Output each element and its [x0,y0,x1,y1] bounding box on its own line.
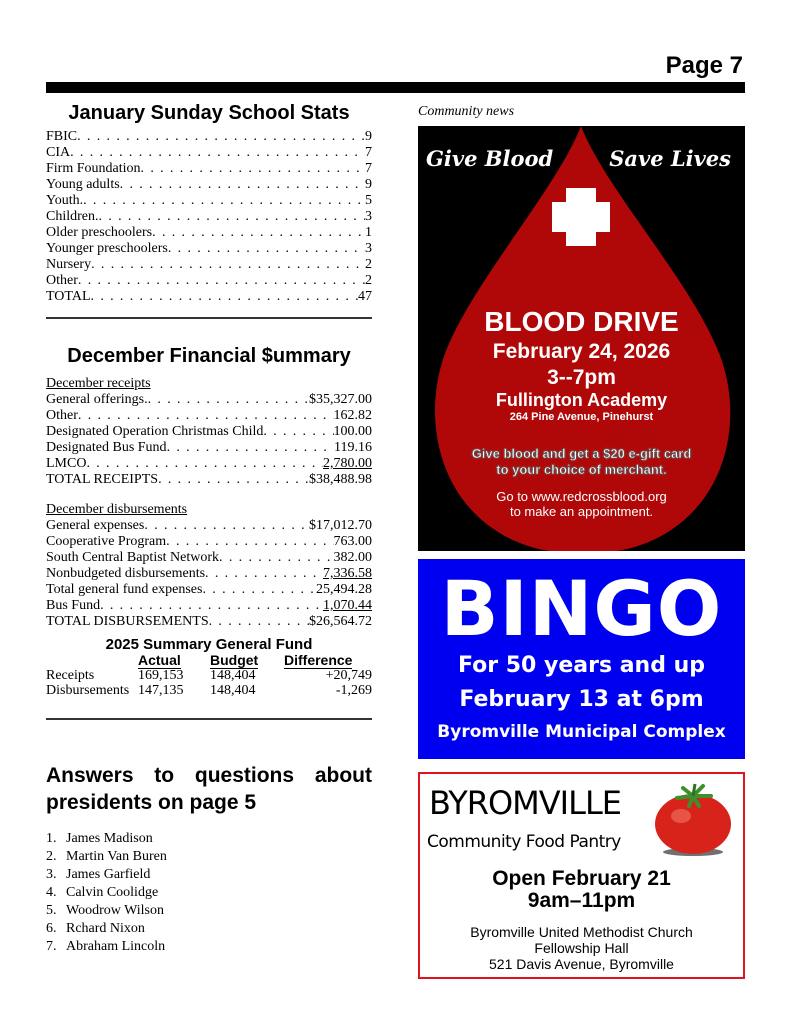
item-label: Youth. [46,193,84,208]
list-item [46,614,372,630]
item-label: Children. [46,209,99,224]
dot-leader [91,289,358,305]
item-value: 2,780.00 [323,456,372,471]
list-item [46,830,372,848]
dot-leader [209,614,309,630]
item-value: $35,327.00 [309,392,372,407]
list-item [46,193,372,209]
dot-leader [78,408,334,424]
list-item [46,920,372,938]
page-number: Page 7 [665,52,743,79]
list-item [46,273,372,289]
community-news-label: Community news [418,104,515,119]
pantry-location [420,924,743,972]
save-lives-tagline: Save Lives [609,146,731,171]
list-item [46,129,372,145]
blood-drop-icon [418,126,745,551]
item-value: $17,012.70 [309,518,372,533]
blood-drive-venue: Fullington Academy [495,390,668,410]
list-item [46,902,372,920]
pantry-location-line-1: Byromville United Methodist Church [470,924,693,940]
item-value: $26,564.72 [309,614,372,629]
item-label: Designated Bus Fund [46,440,167,455]
dot-leader [205,566,323,582]
item-label: Total general fund expenses [46,582,203,597]
pantry-location-line-2: Fellowship Hall [534,940,629,956]
pantry-location-line-3: 521 Davis Avenue, Byromville [489,956,674,972]
bingo-age: For 50 years and up [457,653,706,678]
list-item [46,472,372,488]
bingo-title: BINGO [440,564,723,653]
item-label: Designated Operation Christmas Child [46,424,264,439]
dot-leader [263,424,333,440]
col-budget: Budget [210,652,259,668]
list-item [46,424,372,440]
sunday-school-title: January Sunday School Stats [68,102,350,124]
dot-leader [91,257,365,273]
item-number: 6. [46,921,57,936]
item-label: Other [46,273,78,288]
list-item [46,161,372,177]
section-divider [46,718,372,720]
financial-summary [46,345,372,630]
pantry-subtitle: Community Food Pantry [427,832,621,852]
col-difference: Difference [284,652,353,668]
item-number: 7. [46,939,57,954]
actual-value: 147,135 [138,683,184,698]
list-item [46,225,372,241]
item-label: Bus Fund [46,598,101,613]
appointment-line-2: to make an appointment. [509,504,654,519]
item-value: 9 [365,129,372,144]
appointment-line-1: Go to www.redcrossblood.org [496,489,667,504]
item-value: 382.00 [333,550,372,565]
sunday-school-stats [46,102,372,319]
item-label: Firm Foundation [46,161,141,176]
list-item [46,848,372,866]
item-value: 9 [365,177,372,192]
list-item [46,408,372,424]
dot-leader [152,225,365,241]
dot-leader [219,550,333,566]
header-rule [46,82,745,93]
item-name: Calvin Coolidge [66,885,159,900]
blood-drive-time: 3--7pm [547,366,616,389]
list-item [46,518,372,534]
left-column [46,100,372,956]
summary-header-row [46,653,372,668]
list-item [46,550,372,566]
list-item [46,938,372,956]
difference-value: +20,749 [325,668,372,683]
table-row [46,668,372,683]
list-item [46,209,372,225]
item-label: FBIC [46,129,78,144]
dot-leader [148,392,309,408]
gift-line-1: Give blood and get a $20 e-gift card [471,446,692,461]
item-label: Other [46,408,78,423]
bingo-poster [418,559,745,759]
answers-title: Answers to questions about presidents on page 5 [46,764,372,814]
item-value: 162.82 [333,408,372,423]
item-name: James Garfield [66,867,151,882]
item-label: TOTAL DISBURSEMENTS [46,614,209,629]
actual-value: 169,153 [138,668,184,683]
list-item [46,241,372,257]
item-label: General expenses [46,518,145,533]
table-row [46,683,372,698]
dot-leader [78,273,365,289]
item-name: James Madison [66,831,153,846]
dot-leader [144,518,309,534]
list-item [46,440,372,456]
list-item [46,257,372,273]
item-name: Woodrow Wilson [66,903,164,918]
list-item [46,566,372,582]
item-label: CIA [46,145,71,160]
blood-drive-title: BLOOD DRIVE [484,306,679,337]
item-number: 2. [46,849,57,864]
item-number: 3. [46,867,57,882]
gift-card-offer [418,446,745,478]
item-value: 100.00 [333,424,372,439]
receipts-heading: December receipts [46,376,151,391]
dot-leader [202,582,316,598]
list-item [46,145,372,161]
tomato-icon [653,782,733,858]
row-label: Receipts [46,668,95,683]
list-item [46,289,372,305]
item-label: Young adults [46,177,120,192]
item-label: TOTAL RECEIPTS [46,472,159,487]
answers-list [46,830,372,956]
disbursements-heading: December disbursements [46,502,188,517]
budget-value: 148,404 [210,683,256,698]
item-value: 3 [365,241,372,256]
bingo-location: Byromville Municipal Complex [437,722,726,742]
pantry-open-date: Open February 21 [492,867,671,890]
list-item [46,866,372,884]
disbursements-list [46,518,372,630]
dot-leader [83,193,365,209]
item-label: General offerings. [46,392,148,407]
budget-value: 148,404 [210,668,256,683]
section-divider [46,317,372,319]
bingo-date: February 13 at 6pm [459,687,704,712]
summary-title: 2025 Summary General Fund [105,636,313,653]
dot-leader [167,440,334,456]
item-value: 1,070.44 [323,598,372,613]
item-name: Rchard Nixon [66,921,145,936]
blood-drive-address: 264 Pine Avenue, Pinehurst [509,411,654,423]
gift-line-2: to your choice of merchant. [496,462,667,477]
item-value: 119.16 [334,440,372,455]
receipts-list [46,392,372,488]
item-number: 4. [46,885,57,900]
pantry-open-hours [420,868,743,912]
difference-value: -1,269 [335,683,372,698]
list-item [46,598,372,614]
financial-title: December Financial $ummary [67,345,351,367]
item-number: 5. [46,903,57,918]
item-label: TOTAL [46,289,91,304]
dot-leader [158,472,309,488]
list-item [46,392,372,408]
dot-leader [77,129,365,145]
president-answers [46,762,372,956]
dot-leader [86,456,323,472]
give-blood-tagline: Give Blood [426,146,554,171]
list-item [46,884,372,902]
item-value: 5 [365,193,372,208]
item-value: 7 [365,161,372,176]
item-label: Nonbudgeted disbursements [46,566,206,581]
sunday-school-list [46,129,372,305]
item-label: LMCO [46,456,87,471]
summary-2025 [46,636,372,720]
list-item [46,177,372,193]
col-actual: Actual [138,652,181,668]
pantry-open-time: 9am–11pm [527,889,636,912]
item-value: 1 [365,225,372,240]
item-label: Nursery [46,257,92,272]
right-column [418,100,745,979]
item-value: 2 [365,273,372,288]
dot-leader [168,241,365,257]
row-label: Disbursements [46,683,130,698]
item-value: $38,488.98 [309,472,372,487]
list-item [46,456,372,472]
item-label: South Central Baptist Network [46,550,220,565]
item-value: 763.00 [333,534,372,549]
item-label: Older preschoolers [46,225,153,240]
dot-leader [100,598,323,614]
blood-drive-date: February 24, 2026 [492,340,671,363]
item-name: Abraham Lincoln [66,939,166,954]
item-value: 47 [358,289,372,304]
list-item [46,534,372,550]
item-number: 1. [46,831,57,846]
pantry-title: BYROMVILLE [429,784,621,822]
blood-drive-poster [418,126,745,551]
appointment-info [418,489,745,519]
dot-leader [70,145,365,161]
summary-table [46,653,372,698]
food-pantry-poster [418,772,745,979]
item-label: Cooperative Program [46,534,167,549]
list-item [46,582,372,598]
dot-leader [141,161,365,177]
item-value: 7,336.58 [323,566,372,581]
dot-leader [120,177,365,193]
item-value: 25,494.28 [316,582,372,597]
dot-leader [166,534,333,550]
item-label: Younger preschoolers [46,241,168,256]
dot-leader [99,209,366,225]
item-value: 3 [365,209,372,224]
item-value: 7 [365,145,372,160]
item-value: 2 [365,257,372,272]
item-name: Martin Van Buren [66,849,167,864]
